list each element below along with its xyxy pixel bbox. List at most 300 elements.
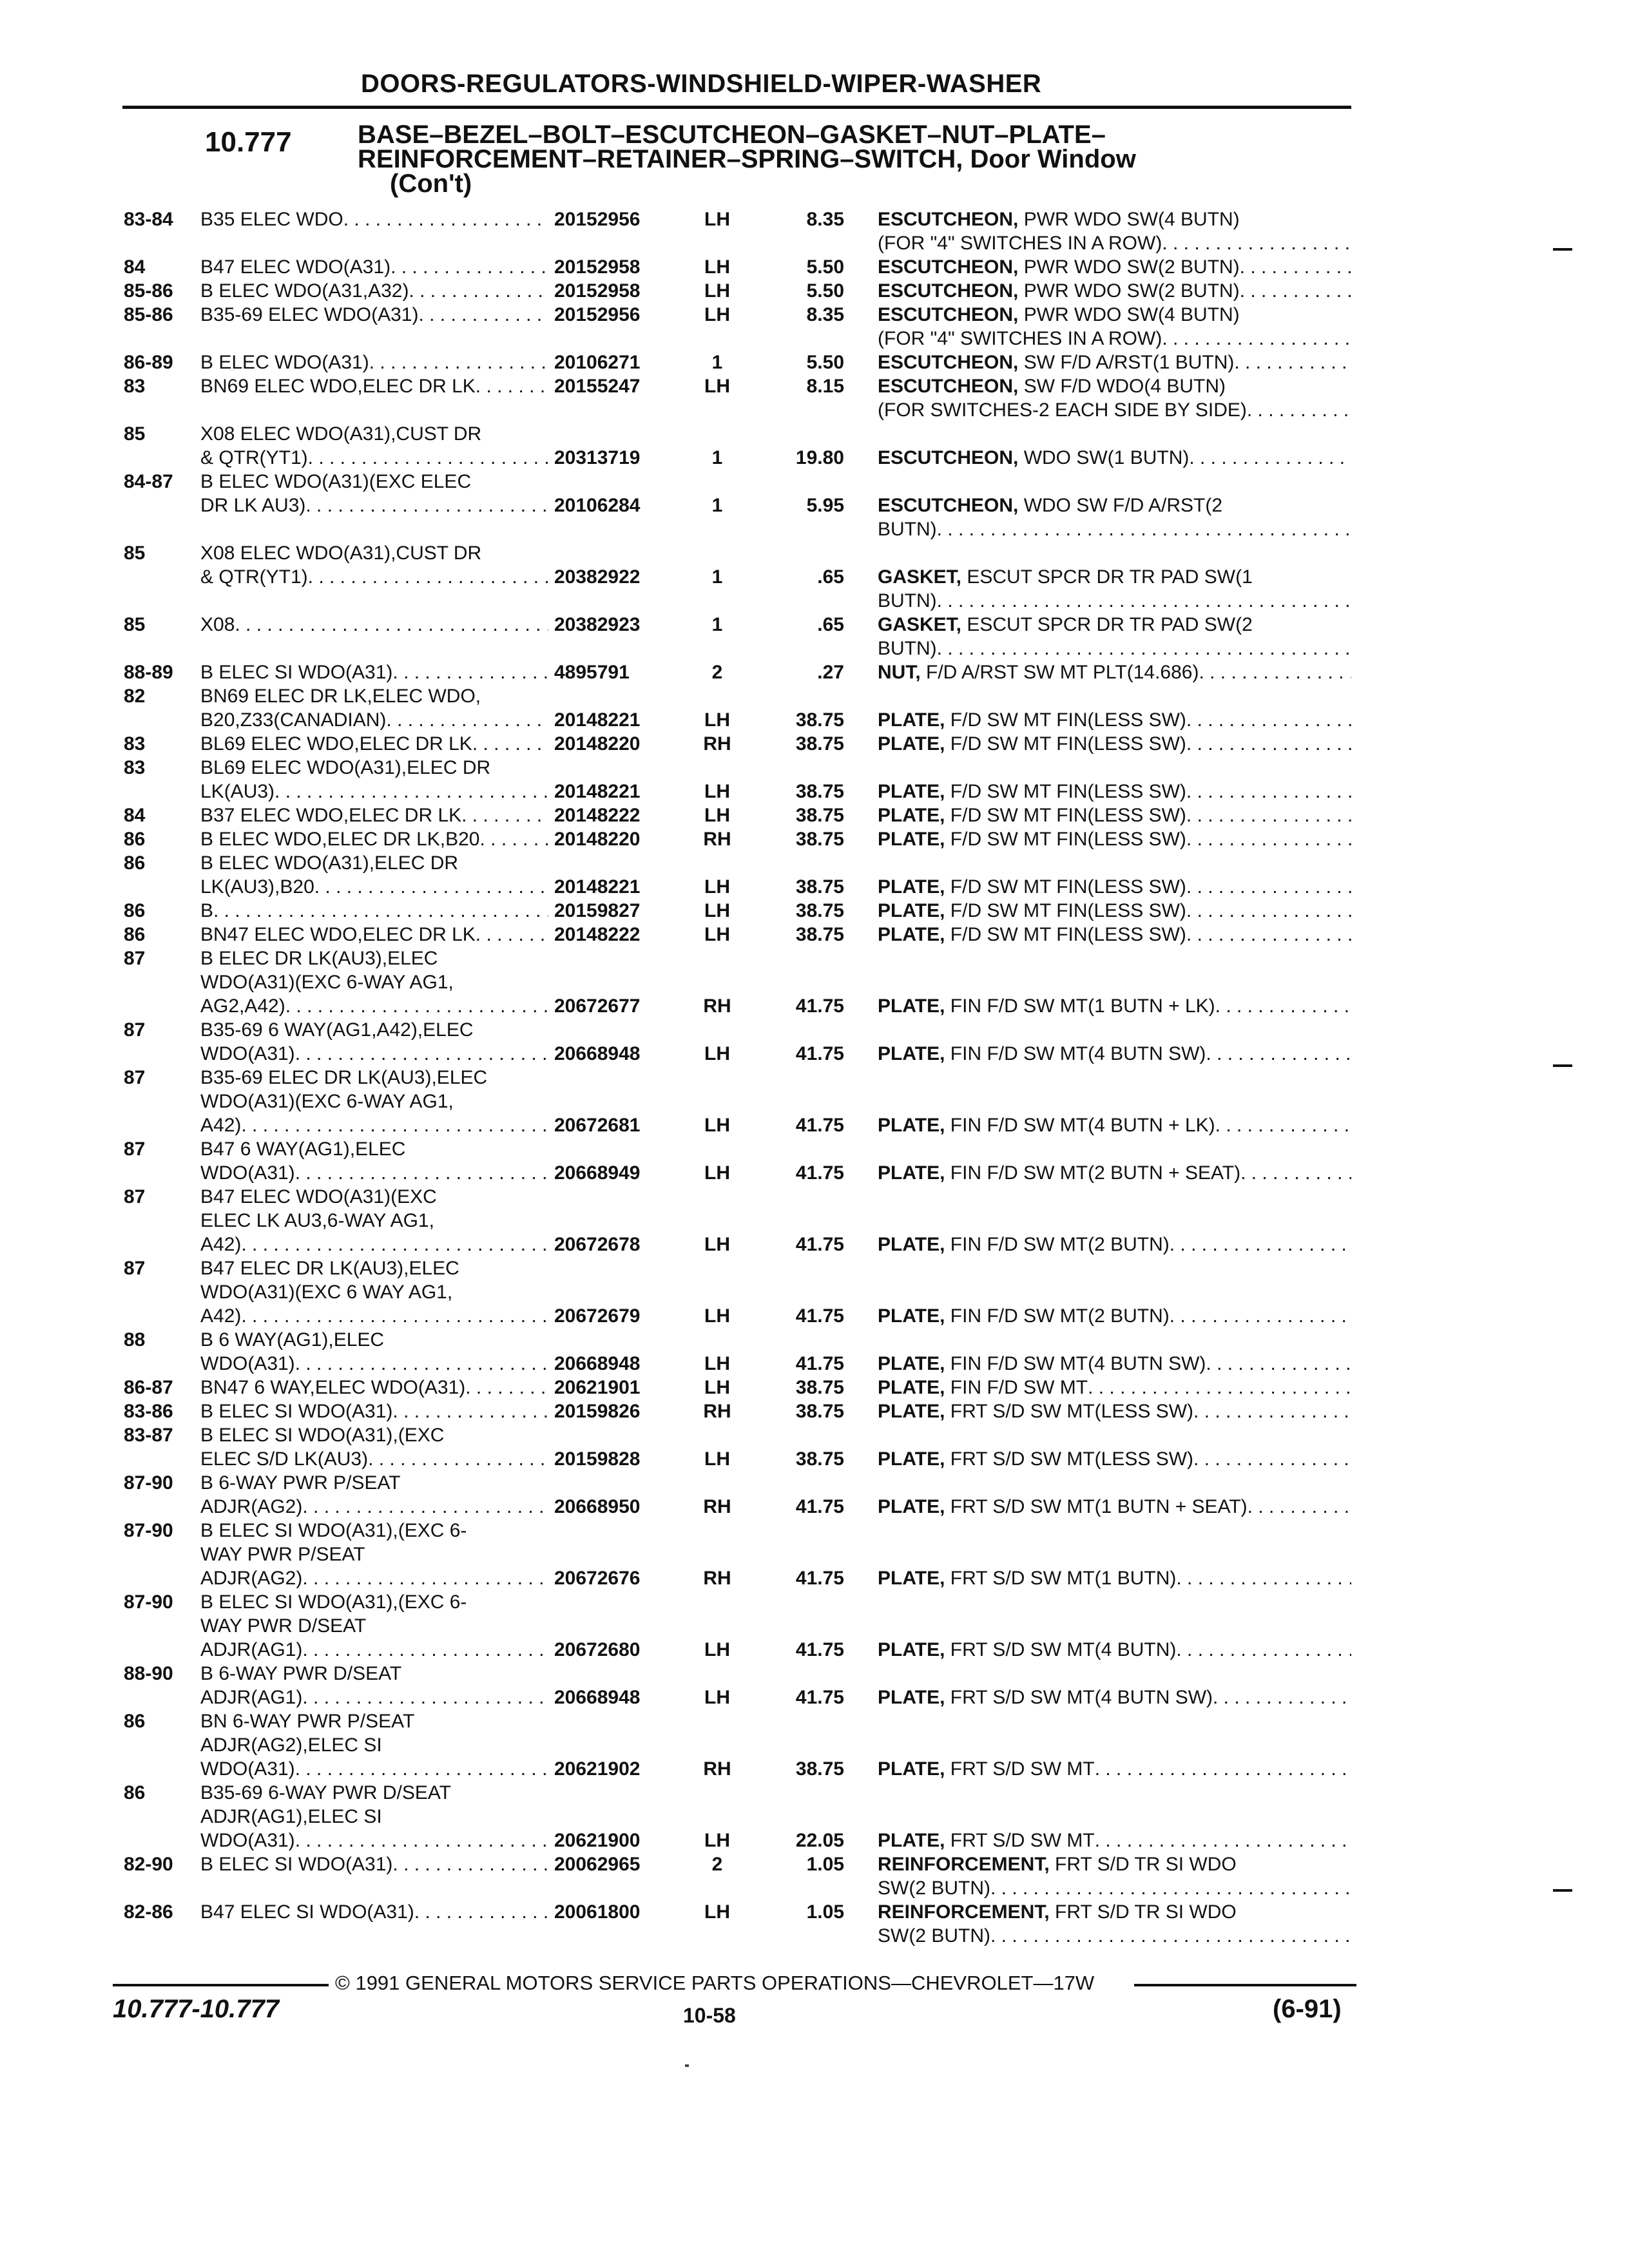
part-name-detail: WDO SW(1 BUTN) bbox=[1023, 447, 1190, 468]
part-name-text bbox=[878, 1161, 1240, 1185]
part-name-keyword: GASKET, bbox=[878, 614, 962, 635]
part-name-keyword: PLATE, bbox=[878, 1687, 945, 1708]
part-name-keyword: PLATE, bbox=[878, 900, 945, 921]
dot-leader bbox=[386, 708, 548, 732]
part-number: 20668948 bbox=[554, 1687, 641, 1708]
dot-leader bbox=[235, 613, 548, 637]
part-name-line bbox=[878, 1876, 1351, 1900]
model-years: 82-86 bbox=[124, 1901, 173, 1923]
model-years: 85-86 bbox=[124, 280, 173, 302]
model-years: 87-90 bbox=[124, 1520, 173, 1541]
part-entry bbox=[0, 947, 1629, 1018]
margin-mark bbox=[1553, 248, 1572, 251]
description-line bbox=[200, 1256, 548, 1280]
description-text: B ELEC WDO,ELEC DR LK,B20 bbox=[200, 829, 480, 850]
description-line bbox=[200, 1852, 548, 1876]
part-name-detail: FRT S/D TR SI WDO bbox=[1055, 1854, 1237, 1875]
part-name-keyword: PLATE, bbox=[878, 1115, 945, 1136]
model-years: 87-90 bbox=[124, 1472, 173, 1494]
part-name-keyword: PLATE, bbox=[878, 1353, 945, 1374]
part-name-text bbox=[878, 1304, 1170, 1328]
part-entry bbox=[0, 422, 1629, 470]
description-text: B35-69 ELEC WDO(A31) bbox=[200, 304, 419, 325]
part-name-detail: PWR WDO SW(2 BUTN) bbox=[1023, 280, 1240, 302]
dot-leader bbox=[295, 1829, 548, 1852]
price: 38.75 bbox=[795, 900, 844, 921]
part-name-detail: FRT S/D TR SI WDO bbox=[1055, 1901, 1237, 1923]
part-name-keyword: PLATE, bbox=[878, 1377, 945, 1398]
model-years: 86 bbox=[124, 852, 146, 874]
part-name-text bbox=[878, 255, 1240, 279]
part-name-line bbox=[878, 1686, 1351, 1709]
application-description bbox=[200, 1590, 548, 1662]
dot-leader bbox=[1206, 1042, 1351, 1066]
price: 8.35 bbox=[806, 304, 844, 325]
model-years: 84 bbox=[124, 256, 146, 278]
part-name bbox=[878, 446, 1351, 470]
application-description bbox=[200, 1900, 548, 1924]
description-line bbox=[200, 1614, 548, 1638]
part-name-keyword: PLATE, bbox=[878, 829, 945, 850]
quantity: RH bbox=[703, 1496, 731, 1517]
part-entry bbox=[0, 1256, 1629, 1328]
part-entry bbox=[0, 660, 1629, 684]
description-line bbox=[200, 565, 548, 589]
part-name-line bbox=[878, 1399, 1351, 1423]
description-text: & QTR(YT1) bbox=[200, 447, 308, 468]
dot-leader bbox=[1240, 1161, 1351, 1185]
description-line bbox=[200, 1900, 548, 1924]
part-name-detail: FIN F/D SW MT(4 BUTN SW) bbox=[950, 1043, 1206, 1064]
dot-leader bbox=[1247, 398, 1351, 422]
application-description bbox=[200, 303, 548, 327]
part-name-line bbox=[878, 899, 1351, 923]
quantity: 1 bbox=[711, 352, 723, 373]
description-line bbox=[200, 684, 548, 708]
description-line bbox=[200, 351, 548, 374]
part-name-line bbox=[878, 1352, 1351, 1376]
description-line bbox=[200, 970, 548, 994]
part-name-text bbox=[878, 1900, 1237, 1924]
section-number: 10.777 bbox=[205, 126, 292, 158]
description-text: A42) bbox=[200, 1115, 242, 1136]
description-text: B ELEC SI WDO(A31),(EXC 6- bbox=[200, 1520, 467, 1541]
dot-leader bbox=[1193, 1399, 1351, 1423]
description-line bbox=[200, 1590, 548, 1614]
part-name-text: SW(2 BUTN) bbox=[878, 1925, 990, 1946]
application-description bbox=[200, 1781, 548, 1852]
description-line bbox=[200, 827, 548, 851]
price: 41.75 bbox=[795, 1639, 844, 1660]
model-years: 86 bbox=[124, 1782, 146, 1803]
quantity: LH bbox=[704, 1448, 730, 1470]
description-text: ADJR(AG2) bbox=[200, 1568, 303, 1589]
quantity: 2 bbox=[711, 662, 723, 683]
application-description bbox=[200, 684, 548, 732]
part-name-keyword: REINFORCEMENT, bbox=[878, 1901, 1050, 1923]
part-name bbox=[878, 1900, 1351, 1948]
part-name-detail: F/D SW MT FIN(LESS SW) bbox=[950, 709, 1186, 731]
dot-leader bbox=[295, 1757, 548, 1781]
description-text: BN69 ELEC DR LK,ELEC WDO, bbox=[200, 686, 481, 707]
description-line bbox=[200, 708, 548, 732]
page-header-title: DOORS-REGULATORS-WINDSHIELD-WIPER-WASHER bbox=[361, 70, 1042, 98]
description-line bbox=[200, 994, 548, 1018]
quantity: LH bbox=[704, 709, 730, 731]
part-name-keyword: ESCUTCHEON, bbox=[878, 352, 1019, 373]
quantity: LH bbox=[704, 256, 730, 278]
dot-leader bbox=[465, 1376, 548, 1399]
part-name bbox=[878, 1161, 1351, 1185]
dot-leader bbox=[275, 780, 548, 803]
quantity: LH bbox=[704, 209, 730, 230]
part-entry bbox=[0, 1590, 1629, 1662]
dot-leader bbox=[1186, 923, 1351, 947]
part-name-line bbox=[878, 1161, 1351, 1185]
part-name-detail: WDO SW F/D A/RST(2 bbox=[1023, 495, 1223, 516]
part-name bbox=[878, 351, 1351, 374]
part-name bbox=[878, 279, 1351, 303]
part-number: 20621900 bbox=[554, 1830, 641, 1851]
application-description bbox=[200, 374, 548, 398]
part-name-text: BUTN) bbox=[878, 519, 937, 540]
quantity: 1 bbox=[711, 566, 723, 588]
description-line bbox=[200, 1638, 548, 1662]
part-name-line bbox=[878, 589, 1351, 613]
dot-leader bbox=[241, 1304, 548, 1328]
description-line bbox=[200, 1090, 548, 1113]
part-name-line bbox=[878, 1829, 1351, 1852]
part-name-detail: F/D SW MT FIN(LESS SW) bbox=[950, 876, 1186, 898]
part-entry bbox=[0, 613, 1629, 660]
part-name-detail: FRT S/D SW MT bbox=[950, 1758, 1095, 1780]
dot-leader bbox=[990, 1876, 1351, 1900]
dot-leader bbox=[369, 351, 548, 374]
part-number: 20152958 bbox=[554, 280, 641, 302]
application-description bbox=[200, 1399, 548, 1423]
quantity: LH bbox=[704, 1901, 730, 1923]
price: 38.75 bbox=[795, 733, 844, 754]
part-name-line bbox=[878, 1376, 1351, 1399]
dot-leader bbox=[1162, 327, 1351, 351]
part-name bbox=[878, 565, 1351, 613]
dot-leader bbox=[1213, 1686, 1351, 1709]
dot-leader bbox=[392, 660, 548, 684]
application-description bbox=[200, 1066, 548, 1137]
dot-leader bbox=[461, 803, 548, 827]
application-description bbox=[200, 1519, 548, 1590]
part-name-keyword: ESCUTCHEON, bbox=[878, 256, 1019, 278]
dot-leader bbox=[1199, 660, 1351, 684]
part-name-text bbox=[878, 1042, 1206, 1066]
margin-mark bbox=[1553, 1064, 1572, 1067]
description-text: WAY PWR P/SEAT bbox=[200, 1544, 365, 1565]
part-name bbox=[878, 494, 1351, 541]
price: 38.75 bbox=[795, 1377, 844, 1398]
part-name-keyword: PLATE, bbox=[878, 1162, 945, 1184]
model-years: 83-87 bbox=[124, 1425, 173, 1446]
part-number: 20668950 bbox=[554, 1496, 641, 1517]
part-name bbox=[878, 1042, 1351, 1066]
part-entry bbox=[0, 1900, 1629, 1948]
description-text: B35-69 6 WAY(AG1,A42),ELEC bbox=[200, 1019, 474, 1041]
description-line bbox=[200, 1233, 548, 1256]
part-name-line bbox=[878, 279, 1351, 303]
part-name-line bbox=[878, 1233, 1351, 1256]
quantity: LH bbox=[704, 876, 730, 898]
price: 5.50 bbox=[806, 280, 844, 302]
description-line bbox=[200, 1376, 548, 1399]
part-name-line bbox=[878, 1566, 1351, 1590]
description-line bbox=[200, 1185, 548, 1209]
dot-leader bbox=[1095, 1829, 1351, 1852]
part-name-detail: F/D SW MT FIN(LESS SW) bbox=[950, 900, 1186, 921]
dot-leader bbox=[476, 923, 548, 947]
price: 38.75 bbox=[795, 829, 844, 850]
description-text: B bbox=[200, 900, 214, 921]
part-number: 20148221 bbox=[554, 781, 641, 802]
description-line bbox=[200, 1161, 548, 1185]
description-line bbox=[200, 1471, 548, 1495]
application-description bbox=[200, 923, 548, 947]
description-line bbox=[200, 446, 548, 470]
description-text: AG2,A42) bbox=[200, 995, 285, 1017]
description-text: B47 ELEC DR LK(AU3),ELEC bbox=[200, 1258, 459, 1279]
dot-leader bbox=[479, 827, 548, 851]
description-line bbox=[200, 1829, 548, 1852]
quantity: RH bbox=[703, 1758, 731, 1780]
application-description bbox=[200, 279, 548, 303]
scan-mark bbox=[685, 2064, 689, 2067]
description-line bbox=[200, 374, 548, 398]
description-text: WDO(A31) bbox=[200, 1043, 295, 1064]
description-text: BN47 ELEC WDO,ELEC DR LK bbox=[200, 924, 476, 945]
description-line bbox=[200, 1662, 548, 1686]
dot-leader bbox=[343, 207, 548, 231]
description-text: WDO(A31)(EXC 6 WAY AG1, bbox=[200, 1282, 453, 1303]
part-name-detail: F/D A/RST SW MT PLT(14.686) bbox=[926, 662, 1199, 683]
part-entry bbox=[0, 1376, 1629, 1399]
part-name bbox=[878, 732, 1351, 756]
price: 41.75 bbox=[795, 1496, 844, 1517]
description-line bbox=[200, 1328, 548, 1352]
quantity: LH bbox=[704, 1639, 730, 1660]
application-description bbox=[200, 851, 548, 899]
part-name-detail: FIN F/D SW MT bbox=[950, 1377, 1088, 1398]
description-text: B47 ELEC WDO(A31) bbox=[200, 256, 391, 278]
application-description bbox=[200, 541, 548, 589]
model-years: 86 bbox=[124, 829, 146, 850]
part-name-text: SW(2 BUTN) bbox=[878, 1878, 990, 1899]
description-line bbox=[200, 1805, 548, 1829]
part-name-text bbox=[878, 351, 1234, 374]
application-description bbox=[200, 660, 548, 684]
part-number: 20382923 bbox=[554, 614, 641, 635]
dot-leader bbox=[1215, 994, 1351, 1018]
part-name-line bbox=[878, 613, 1351, 637]
application-description bbox=[200, 207, 548, 231]
price: 1.05 bbox=[806, 1854, 844, 1875]
model-years: 86 bbox=[124, 900, 146, 921]
part-number: 20148221 bbox=[554, 876, 641, 898]
part-name-detail: SW F/D WDO(4 BUTN) bbox=[1023, 376, 1226, 397]
part-name bbox=[878, 780, 1351, 803]
part-number: 20668948 bbox=[554, 1353, 641, 1374]
description-text: ADJR(AG1) bbox=[200, 1639, 303, 1660]
description-text: B 6-WAY PWR D/SEAT bbox=[200, 1663, 402, 1684]
price: 41.75 bbox=[795, 1353, 844, 1374]
dot-leader bbox=[990, 1924, 1351, 1948]
description-line bbox=[200, 1686, 548, 1709]
part-name-line bbox=[878, 1852, 1351, 1876]
price: 41.75 bbox=[795, 1162, 844, 1184]
description-text: B ELEC SI WDO(A31),(EXC bbox=[200, 1425, 445, 1446]
part-entry bbox=[0, 279, 1629, 303]
description-line bbox=[200, 1709, 548, 1733]
part-name-text bbox=[878, 565, 1253, 589]
part-name-line bbox=[878, 374, 1351, 398]
application-description bbox=[200, 803, 548, 827]
model-years: 85-86 bbox=[124, 304, 173, 325]
part-name-keyword: NUT, bbox=[878, 662, 921, 683]
part-number: 20152956 bbox=[554, 209, 641, 230]
description-text: B 6-WAY PWR P/SEAT bbox=[200, 1472, 401, 1494]
application-description bbox=[200, 1185, 548, 1256]
description-line bbox=[200, 303, 548, 327]
part-name bbox=[878, 708, 1351, 732]
model-years: 87 bbox=[124, 948, 146, 969]
price: 41.75 bbox=[795, 1043, 844, 1064]
part-entry bbox=[0, 1662, 1629, 1709]
part-name-text bbox=[878, 303, 1240, 327]
part-name-text bbox=[878, 803, 1186, 827]
description-text: B ELEC WDO(A31,A32) bbox=[200, 280, 409, 302]
description-line bbox=[200, 1042, 548, 1066]
part-name bbox=[878, 803, 1351, 827]
part-name bbox=[878, 303, 1351, 351]
part-name-text bbox=[878, 660, 1199, 684]
part-number: 20159826 bbox=[554, 1401, 641, 1422]
part-name-text bbox=[878, 780, 1186, 803]
part-number: 20668949 bbox=[554, 1162, 641, 1184]
price: 41.75 bbox=[795, 1234, 844, 1255]
part-entry bbox=[0, 1423, 1629, 1471]
price: 38.75 bbox=[795, 805, 844, 826]
description-line bbox=[200, 756, 548, 780]
part-name-detail: FRT S/D SW MT(1 BUTN) bbox=[950, 1568, 1177, 1589]
dot-leader bbox=[1240, 255, 1351, 279]
part-name-keyword: PLATE, bbox=[878, 1401, 945, 1422]
description-text: LK(AU3),B20 bbox=[200, 876, 314, 898]
quantity: LH bbox=[704, 781, 730, 802]
application-description bbox=[200, 1328, 548, 1376]
description-text: BL69 ELEC WDO(A31),ELEC DR bbox=[200, 757, 491, 778]
quantity: LH bbox=[704, 280, 730, 302]
part-name-line bbox=[878, 207, 1351, 231]
model-years: 86 bbox=[124, 1711, 146, 1732]
application-description bbox=[200, 1018, 548, 1066]
price: .65 bbox=[817, 614, 844, 635]
dot-leader bbox=[308, 446, 548, 470]
part-name-text bbox=[878, 446, 1189, 470]
part-name bbox=[878, 899, 1351, 923]
description-line bbox=[200, 207, 548, 231]
part-name-text bbox=[878, 494, 1222, 517]
part-name-line bbox=[878, 1757, 1351, 1781]
description-text: BN47 6 WAY,ELEC WDO(A31) bbox=[200, 1377, 466, 1398]
part-name-keyword: PLATE, bbox=[878, 1639, 945, 1660]
dot-leader bbox=[295, 1161, 548, 1185]
part-name bbox=[878, 1399, 1351, 1423]
description-text: X08 bbox=[200, 614, 235, 635]
part-name-line bbox=[878, 780, 1351, 803]
description-text: B ELEC WDO(A31) bbox=[200, 352, 369, 373]
description-line bbox=[200, 1399, 548, 1423]
dot-leader bbox=[295, 1352, 548, 1376]
part-name-keyword: REINFORCEMENT, bbox=[878, 1854, 1050, 1875]
part-name bbox=[878, 1757, 1351, 1781]
description-text: B20,Z33(CANADIAN) bbox=[200, 709, 387, 731]
dot-leader bbox=[392, 1852, 548, 1876]
dot-leader bbox=[1186, 803, 1351, 827]
part-name-text bbox=[878, 1447, 1193, 1471]
dot-leader bbox=[1176, 1638, 1351, 1662]
dot-leader bbox=[1193, 1447, 1351, 1471]
part-name-detail: ESCUT SPCR DR TR PAD SW(1 bbox=[967, 566, 1253, 588]
dot-leader bbox=[302, 1566, 548, 1590]
part-name bbox=[878, 207, 1351, 255]
dot-leader bbox=[213, 899, 548, 923]
part-name-line bbox=[878, 231, 1351, 255]
part-name bbox=[878, 1852, 1351, 1900]
part-number: 20062965 bbox=[554, 1854, 641, 1875]
description-line bbox=[200, 732, 548, 756]
model-years: 87 bbox=[124, 1258, 146, 1279]
dot-leader bbox=[314, 875, 548, 899]
application-description bbox=[200, 255, 548, 279]
description-line bbox=[200, 1018, 548, 1042]
part-name-text bbox=[878, 1686, 1213, 1709]
description-text: BN 6-WAY PWR P/SEAT bbox=[200, 1711, 415, 1732]
description-text: ELEC LK AU3,6-WAY AG1, bbox=[200, 1210, 434, 1231]
description-line bbox=[200, 1352, 548, 1376]
part-name-text bbox=[878, 1852, 1237, 1876]
application-description bbox=[200, 422, 548, 470]
quantity: RH bbox=[703, 1568, 731, 1589]
price: .27 bbox=[817, 662, 844, 683]
description-text: DR LK AU3) bbox=[200, 495, 306, 516]
part-name-text bbox=[878, 1757, 1095, 1781]
description-line bbox=[200, 1423, 548, 1447]
model-years: 86-87 bbox=[124, 1377, 173, 1398]
part-name-keyword: ESCUTCHEON, bbox=[878, 280, 1019, 302]
quantity: LH bbox=[704, 376, 730, 397]
dot-leader bbox=[241, 1113, 548, 1137]
description-line bbox=[200, 422, 548, 446]
part-name-keyword: PLATE, bbox=[878, 995, 945, 1017]
part-name-keyword: PLATE, bbox=[878, 1496, 945, 1517]
part-name-detail: F/D SW MT FIN(LESS SW) bbox=[950, 829, 1186, 850]
part-name-text bbox=[878, 207, 1240, 231]
description-line bbox=[200, 1209, 548, 1233]
model-years: 86 bbox=[124, 924, 146, 945]
price: 19.80 bbox=[795, 447, 844, 468]
application-description bbox=[200, 732, 548, 756]
price: 38.75 bbox=[795, 1401, 844, 1422]
description-text: BN69 ELEC WDO,ELEC DR LK bbox=[200, 376, 476, 397]
price: 41.75 bbox=[795, 1687, 844, 1708]
part-name-line bbox=[878, 637, 1351, 660]
